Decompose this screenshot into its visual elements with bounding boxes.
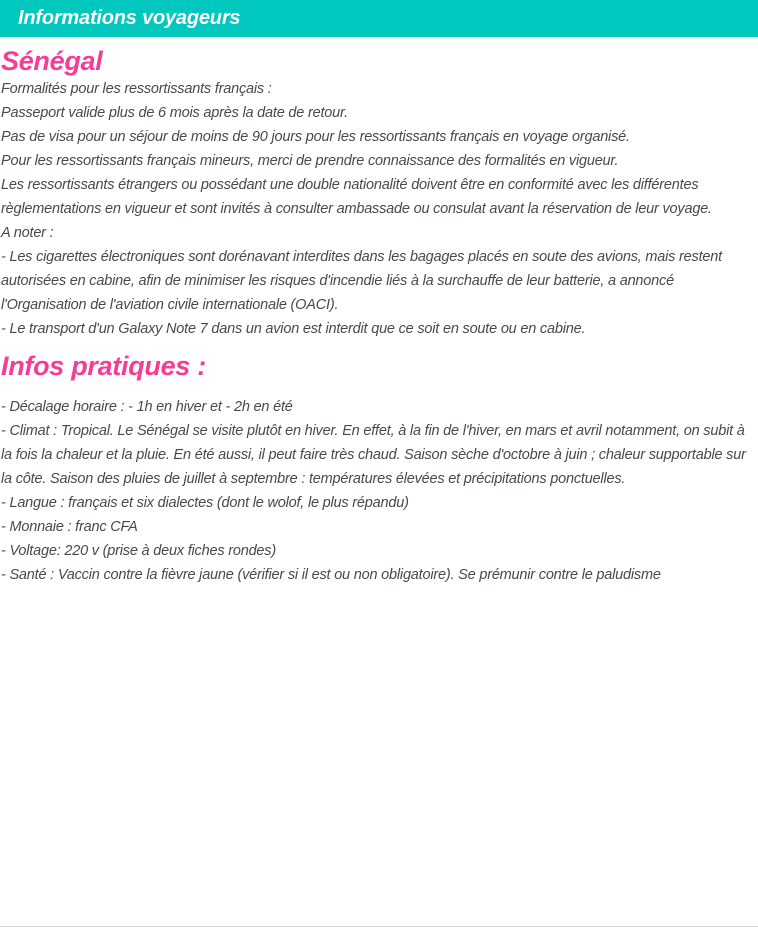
infos-pratiques-list [1,395,757,603]
info-line-sante: - Santé : Vaccin contre la fièvre jaune (vérifier si il est ou non obligatoire). Se prémunir contre le paludisme [1,567,661,583]
infos-pratiques-heading: Infos pratiques : [1,351,206,381]
paragraph-cigarettes-electroniques: - Les cigarettes électroniques sont dorénavant interdites dans les bagages placés en soute des avions, mais restent autorisées en cabine, afin de minimiser les risques d'incendie liés à la surchauffe de leur batterie, a annoncé l'Organisation de l'aviation civile internationale (OACI). [1,249,722,313]
paragraph-galaxy-note-7: - Le transport d'un Galaxy Note 7 dans un avion est interdit que ce soit en soute ou en cabine. [1,321,586,337]
info-line-voltage: - Voltage: 220 v (prise à deux fiches rondes) [1,543,276,559]
paragraph-passeport: Passeport valide plus de 6 mois après la date de retour. [1,105,348,121]
content [0,45,758,603]
info-line-climat: - Climat : Tropical. Le Sénégal se visite plutôt en hiver. En effet, à la fin de l'hiver, en mars et avril notamment, on subit à la fois la chaleur et la pluie. En été aussi, il peut faire très chaud. Saison sèche d'octobre à juin ; chaleur supportable sur la côte. Saison des pluies de juillet à septembre : températures élevées et précipitations ponctuelles. [1,423,746,487]
info-line-langue: - Langue : français et six dialectes (dont le wolof, le plus répandu) [1,495,409,511]
paragraph-formalites: Formalités pour les ressortissants français : [1,81,272,97]
paragraph-mineurs: Pour les ressortissants français mineurs, merci de prendre connaissance des formalités en vigueur. [1,153,619,169]
info-line-monnaie: - Monnaie : franc CFA [1,519,138,535]
country-heading: Sénégal [1,46,103,76]
paragraph-a-noter: A noter : [1,225,54,241]
paragraph-visa: Pas de visa pour un séjour de moins de 90 jours pour les ressortissants français en voyage organisé. [1,129,630,145]
header-bar [0,0,758,37]
page-title: Informations voyageurs [18,7,241,29]
paragraph-etrangers: Les ressortissants étrangers ou possédant une double nationalité doivent être en conformité avec les différentes règlementations en vigueur et sont invités à consulter ambassade ou consulat avant la réservation de leur voyage. [1,177,712,217]
info-line-decalage-horaire: - Décalage horaire : - 1h en hiver et - 2h en été [1,399,293,415]
